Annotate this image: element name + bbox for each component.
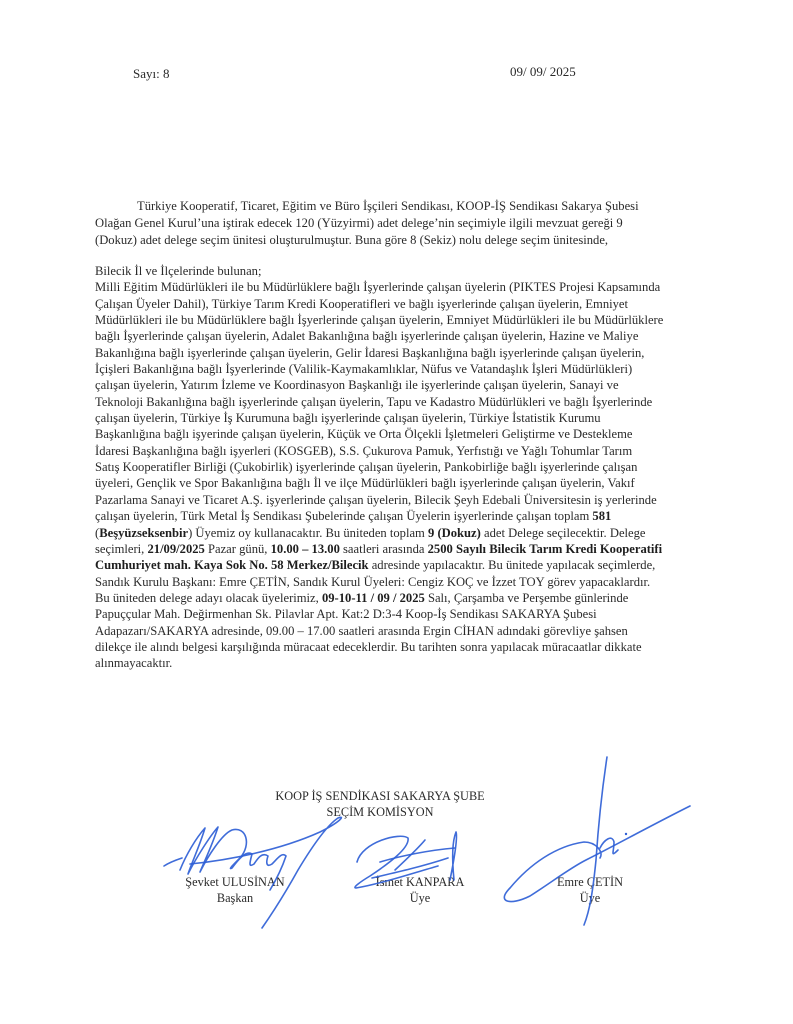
body-line (95, 606, 715, 622)
bold-text: Cumhuriyet mah. Kaya Sok No. 58 Merkez/Bilecik (95, 558, 369, 573)
election-committee-heading (250, 788, 510, 820)
body-line (95, 492, 715, 508)
committee-line-2: SEÇİM KOMİSYON (326, 805, 434, 819)
text-run: adresinde yapılacaktır. Bu ünitede yapılacak seçimlerde, (368, 558, 656, 573)
signatory-role: Üye (579, 891, 601, 905)
body-line (95, 279, 715, 295)
body-line (95, 361, 715, 377)
body-line (95, 328, 715, 344)
intro-line: (Dokuz) adet delege seçim ünitesi oluşturulmuştur. Buna göre 8 (Sekiz) nolu delege seçim ünitesinde, (95, 232, 609, 247)
text-run: Çalışan Üyeler Dahil), Türkiye Tarım Kredi Kooperatifleri ve bağlı işyerlerinde çalışan üyelerin, Emniyet (95, 296, 629, 311)
signatory-role: Üye (409, 891, 431, 905)
intro-line: Olağan Genel Kurul’una iştirak edecek 120 (Yüzyirmi) adet delege’nin seçimiyle ilgili mevzuat gereği 9 (95, 215, 623, 230)
text-run: Papuççular Mah. Değirmenhan Sk. Pilavlar Apt. Kat:2 D:3-4 Koop-İş Sendikası SAKARYA Şubesi (95, 607, 597, 622)
text-run: Pazarlama Sanayi ve Ticaret A.Ş. işyerlerinde çalışan üyelerin, Bilecik Şeyh Edebali Üniversitesin iş yerlerinde (95, 492, 657, 507)
text-run: Milli Eğitim Müdürlükleri ile bu Müdürlüklere bağlı İşyerlerinde çalışan üyelerin (PIKTES Projesi Kapsamında (95, 280, 661, 295)
text-run: Salı, Çarşamba ve Perşembe günlerinde (424, 590, 629, 605)
body-line (95, 508, 715, 524)
body-line (95, 443, 715, 459)
signatory-member-2 (545, 874, 635, 906)
text-run: seçimleri, (95, 541, 148, 556)
text-run: üyeleri, Gençlik ve Spor Bakanlığına bağlı İl ve ilçe Müdürlükleri bağlı işyerlerinde çalışan üyelerin, Vakıf (95, 476, 635, 491)
text-run: ( (95, 525, 100, 540)
body-line (95, 426, 715, 442)
text-run: dilekçe ile alındı belgesi karşılığında müracaat edeceklerdir. Bu tarihten sonra yapılacak müracaatlar dikkate (95, 639, 642, 654)
body-line (95, 312, 715, 328)
text-run: ) Üyemiz oy kullanacaktır. Bu üniteden toplam (188, 525, 428, 540)
text-run: adet Delege seçilecektir. Delege (480, 525, 646, 540)
document-number: Sayı: 8 (133, 66, 170, 81)
bold-text: 2500 Sayılı Bilecik Tarım Kredi Kooperatifi (427, 541, 663, 556)
bold-text: 9 (Dokuz) (428, 525, 481, 540)
body-line (95, 394, 715, 410)
text-run: İdaresi Başkanlığına bağlı işyerleri (KOSGEB), S.S. Çukurova Pamuk, Yerfıstığı ve Yağlı Tohumlar Tarım (95, 443, 633, 458)
body-line (95, 639, 715, 655)
signature-chair (164, 817, 341, 928)
body-line (95, 557, 715, 573)
bold-text: Beşyüzseksenbir (99, 525, 189, 540)
text-run: Pazar günü, (204, 541, 271, 556)
body-line (95, 410, 715, 426)
document-date: 09/ 09/ 2025 (510, 64, 576, 79)
text-run: bağlı İşyerlerinde çalışan üyelerin, Adalet Bakanlığına bağlı işyerlerinde çalışan üyelerin, Hazine ve Maliye (95, 329, 639, 344)
intro-line: Türkiye Kooperatif, Ticaret, Eğitim ve Büro İşçileri Sendikası, KOOP-İŞ Sendikası Sakarya Şubesi (137, 199, 639, 213)
signatory-name: Şevket ULUSİNAN (185, 875, 285, 889)
text-run: çalışan üyelerin, Türk Metal İş Sendikası Şubelerinde çalışan Üyelerin işyerlerinde çalışan toplam (95, 509, 593, 524)
text-run: Teknoloji Bakanlığına bağlı işyerlerinde çalışan üyelerin, Tapu ve Kadastro Müdürlükleri ve bağlı İşyerlerinde (95, 394, 653, 409)
body-line (95, 377, 715, 393)
body-line (95, 574, 715, 590)
body-line (95, 345, 715, 361)
text-run: Bakanlığına bağlı işyerlerinde çalışan üyelerin, Gelir İdaresi Başkanlığına bağlı işyerlerinde çalışan üyelerin, (95, 345, 645, 360)
signatory-name: Emre ÇETİN (557, 875, 623, 889)
text-run: İçişleri Bakanlığına bağlı İşyerlerinde (Valilik-Kaymakamlıklar, Nüfus ve Vatandaşlık İşleri Müdürlükleri) (95, 362, 633, 377)
text-run: Başkanlığına bağlı işyerinde çalışan üyelerin, Küçük ve Orta Ölçekli İşletmeleri Geliştirme ve Destekleme (95, 427, 633, 442)
committee-line-1: KOOP İŞ SENDİKASI SAKARYA ŞUBE (275, 789, 485, 803)
text-run: alınmayacaktır. (95, 656, 173, 671)
signatory-name: İsmet KANPARA (375, 875, 465, 889)
text-run: Adapazarı/SAKARYA adresinde, 09.00 – 17.00 saatleri arasında Ergin CİHAN adındaki görevliye şahsen (95, 623, 628, 638)
body-line (95, 655, 715, 671)
text-run: Bu üniteden delege adayı olacak üyelerimiz, (95, 590, 322, 605)
text-run: çalışan üyelerin, Türkiye İş Kurumuna bağlı işyerlerinde çalışan üyelerin, Türkiye İstatistik Kurumu (95, 411, 601, 426)
bold-text: 581 (592, 509, 612, 524)
intro-paragraph (95, 198, 715, 249)
bold-text: 10.00 – 13.00 (270, 541, 340, 556)
text-run: Sandık Kurulu Başkanı: Emre ÇETİN, Sandık Kurul Üyeleri: Cengiz KOÇ ve İzzet TOY görev yapacaklardır. (95, 574, 651, 589)
signatory-chair (160, 874, 310, 906)
text-run: saatleri arasında (339, 541, 428, 556)
text-run: çalışan üyelerin, Yatırım İzleme ve Koordinasyon Başkanlığı ile işyerlerinde çalışan üyelerin, Sanayi ve (95, 378, 619, 393)
bold-text: 09-10-11 / 09 / 2025 (321, 590, 425, 605)
body-line (95, 623, 715, 639)
body-line (95, 475, 715, 491)
body-line (95, 459, 715, 475)
body-line (95, 590, 715, 606)
body-line (95, 263, 715, 279)
text-run: Satış Kooperatifler Birliği (Çukobirlik) işyerlerinde çalışan üyelerin, Pankobirliğe bağlı işyerlerinde çalışan (95, 460, 638, 475)
signatory-member-1 (355, 874, 485, 906)
body-line (95, 541, 715, 557)
body-line (95, 296, 715, 312)
signatory-role: Başkan (216, 891, 254, 905)
text-run: Bilecik İl ve İlçelerinde bulunan; (95, 264, 262, 278)
bold-text: 21/09/2025 (147, 541, 205, 556)
text-run: Müdürlükleri ile bu Müdürlüklere bağlı İşyerlerinde çalışan üyelerin, Emniyet Müdürlükleri ile bu Müdürlüklere (95, 313, 664, 328)
body-line (95, 525, 715, 541)
body-paragraph (95, 263, 715, 672)
